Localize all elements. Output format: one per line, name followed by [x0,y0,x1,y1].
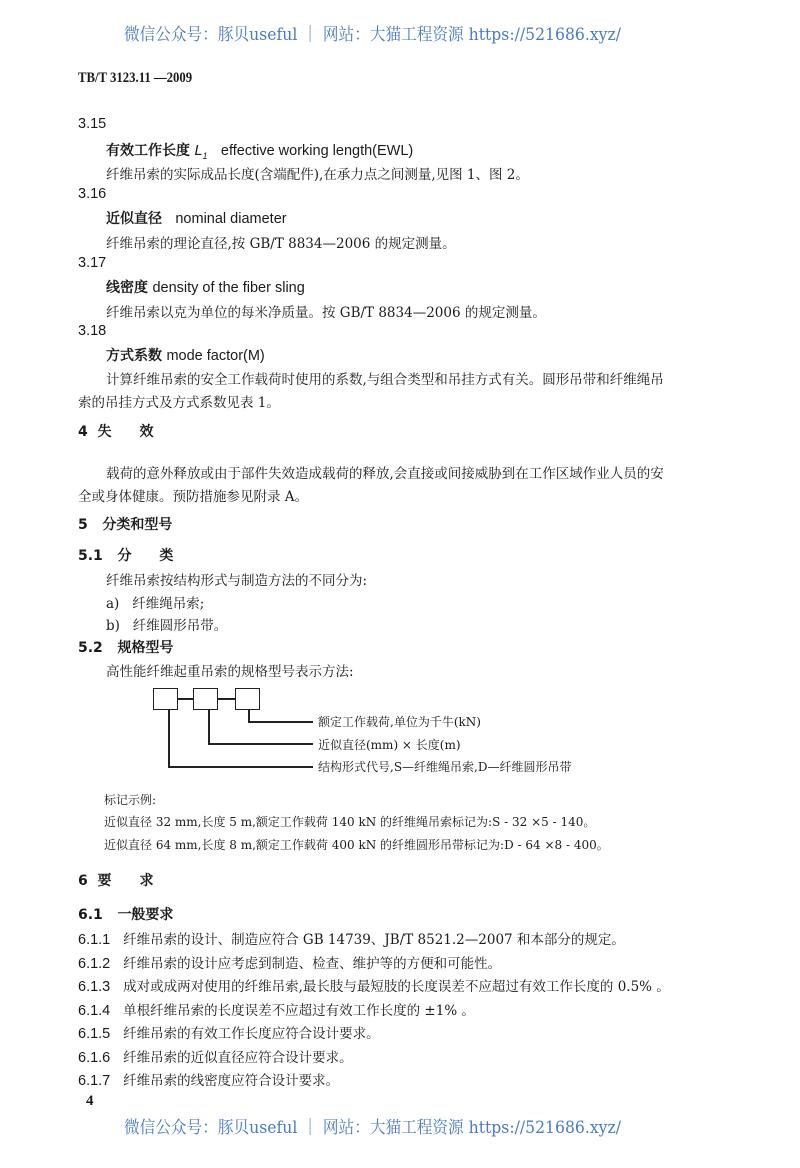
subsection-number: 5.2 [78,640,103,656]
list-marker: b) [106,618,120,634]
dash-connector [218,698,235,700]
code-box-structure [153,688,178,710]
clause [78,975,670,995]
clause [78,1022,380,1042]
term-zh: 方式系数 [106,348,162,364]
term-number: 3.16 [78,186,107,202]
section-number: 5 [78,517,88,533]
term-en: effective working length(EWL) [220,143,414,159]
leader-line [208,743,313,745]
leader-line [168,766,313,768]
leader-line [168,710,170,767]
diagram-label-structure: 结构形式代号,S—纤维绳吊索,D—纤维圆形吊带 [318,760,572,774]
subsection-number: 5.1 [78,548,103,564]
paragraph-line1: 载荷的意外释放或由于部件失效造成载荷的释放,会直接或间接威胁到在工作区域作业人员的安 [106,466,664,482]
term-en: nominal diameter [175,211,287,227]
list-marker: a) [106,596,120,612]
clause [78,952,501,972]
paragraph: 高性能纤维起重吊索的规格型号表示方法: [106,664,354,680]
clause-text: 纤维吊索的近似直径应符合设计要求。 [123,1050,353,1066]
example-line: 近似直径 32 mm,长度 5 m,额定工作载荷 140 kN 的纤维绳吊索标记为:S - 32 ×5 - 140。 [104,815,596,829]
clause-number: 6.1.6 [78,1050,111,1066]
section-heading [78,514,172,534]
term-en: mode factor(M) [166,348,265,364]
term-heading [106,345,265,365]
subsection-heading [78,637,173,657]
clause-number: 6.1.2 [78,956,111,972]
list-item [106,614,227,634]
clause-text: 成对或成两对使用的纤维吊索,最长肢与最短肢的长度误差不应超过有效工作长度的 0.5% 。 [123,979,670,995]
section-title: 分类和型号 [102,517,173,533]
term-definition: 纤维吊索的理论直径,按 GB/T 8834—2006 的规定测量。 [106,236,456,252]
clause-text: 纤维吊索的设计应考虑到制造、检查、维护等的方便和可能性。 [123,956,502,972]
list-item [106,592,204,612]
list-text: 纤维圆形吊带。 [132,618,228,634]
term-en: density of the fiber sling [152,280,305,296]
section-title: 要 求 [97,873,154,889]
paragraph-line2: 全或身体健康。预防措施参见附录 A。 [78,489,309,505]
term-heading [106,208,287,228]
clause [78,1046,353,1066]
watermark-bottom: 微信公众号：豚贝useful ｜ 网站：大猫工程资源 https://521686.xyz/ [124,1118,621,1138]
watermark-top: 微信公众号：豚贝useful ｜ 网站：大猫工程资源 https://521686.xyz/ [124,25,621,45]
term-zh: 有效工作长度 [106,143,190,159]
clause-number: 6.1.4 [78,1003,111,1019]
term-definition-line1: 计算纤维吊索的安全工作载荷时使用的系数,与组合类型和吊挂方式有关。圆形吊带和纤维绳吊 [106,372,664,388]
clause-number: 6.1.1 [78,932,111,948]
term-zh: 线密度 [106,280,148,296]
term-zh: 近似直径 [106,211,162,227]
leader-line [208,710,210,744]
term-number: 3.18 [78,323,107,339]
subsection-heading [78,545,173,565]
clause [78,1069,339,1089]
list-text: 纤维绳吊索; [132,596,205,612]
diagram-label-load: 额定工作载荷,单位为千牛(kN) [318,715,481,729]
clause-text: 纤维吊索的设计、制造应符合 GB 14739、JB/T 8521.2—2007 和本部分的规定。 [123,932,625,948]
paragraph: 纤维吊索按结构形式与制造方法的不同分为: [106,573,368,589]
clause-text: 纤维吊索的线密度应符合设计要求。 [123,1073,340,1089]
term-number: 3.17 [78,255,107,271]
section-title: 失 效 [97,424,154,440]
clause-text: 纤维吊索的有效工作长度应符合设计要求。 [123,1026,380,1042]
example-title: 标记示例: [104,793,157,807]
section-number: 6 [78,873,88,889]
section-heading [78,870,154,890]
term-number: 3.15 [78,116,107,132]
subsection-number: 6.1 [78,907,103,923]
clause-text: 单根纤维吊索的长度误差不应超过有效工作长度的 ±1% 。 [123,1003,475,1019]
code-box-dimension [193,688,218,710]
clause [78,928,625,948]
term-symbol: $L_1$ [194,143,208,161]
section-number: 4 [78,424,88,440]
example-line: 近似直径 64 mm,长度 8 m,额定工作载荷 400 kN 的纤维圆形吊带标记为:D - 64 ×8 - 400。 [104,838,609,852]
code-box-load [235,688,260,710]
section-heading [78,421,154,441]
term-definition: 纤维吊索的实际成品长度(含端配件),在承力点之间测量,见图 1、图 2。 [106,167,529,183]
term-heading [106,140,413,161]
document-id: TB/T 3123.11 —2009 [78,70,193,86]
clause-number: 6.1.7 [78,1073,111,1089]
term-definition: 纤维吊索以克为单位的每米净质量。按 GB/T 8834—2006 的规定测量。 [106,305,546,321]
clause-number: 6.1.5 [78,1026,111,1042]
dash-connector [178,698,193,700]
clause [78,999,475,1019]
term-definition-line2: 索的吊挂方式及方式系数见表 1。 [78,395,280,411]
clause-number: 6.1.3 [78,979,111,995]
subsection-title: 一般要求 [117,907,174,923]
subsection-title: 分 类 [117,548,174,564]
subsection-heading [78,904,173,924]
leader-line [248,721,313,723]
subsection-title: 规格型号 [117,640,174,656]
term-heading [106,277,305,297]
page-number: 4 [86,1093,94,1109]
diagram-label-dimension: 近似直径(mm) × 长度(m) [318,738,461,752]
